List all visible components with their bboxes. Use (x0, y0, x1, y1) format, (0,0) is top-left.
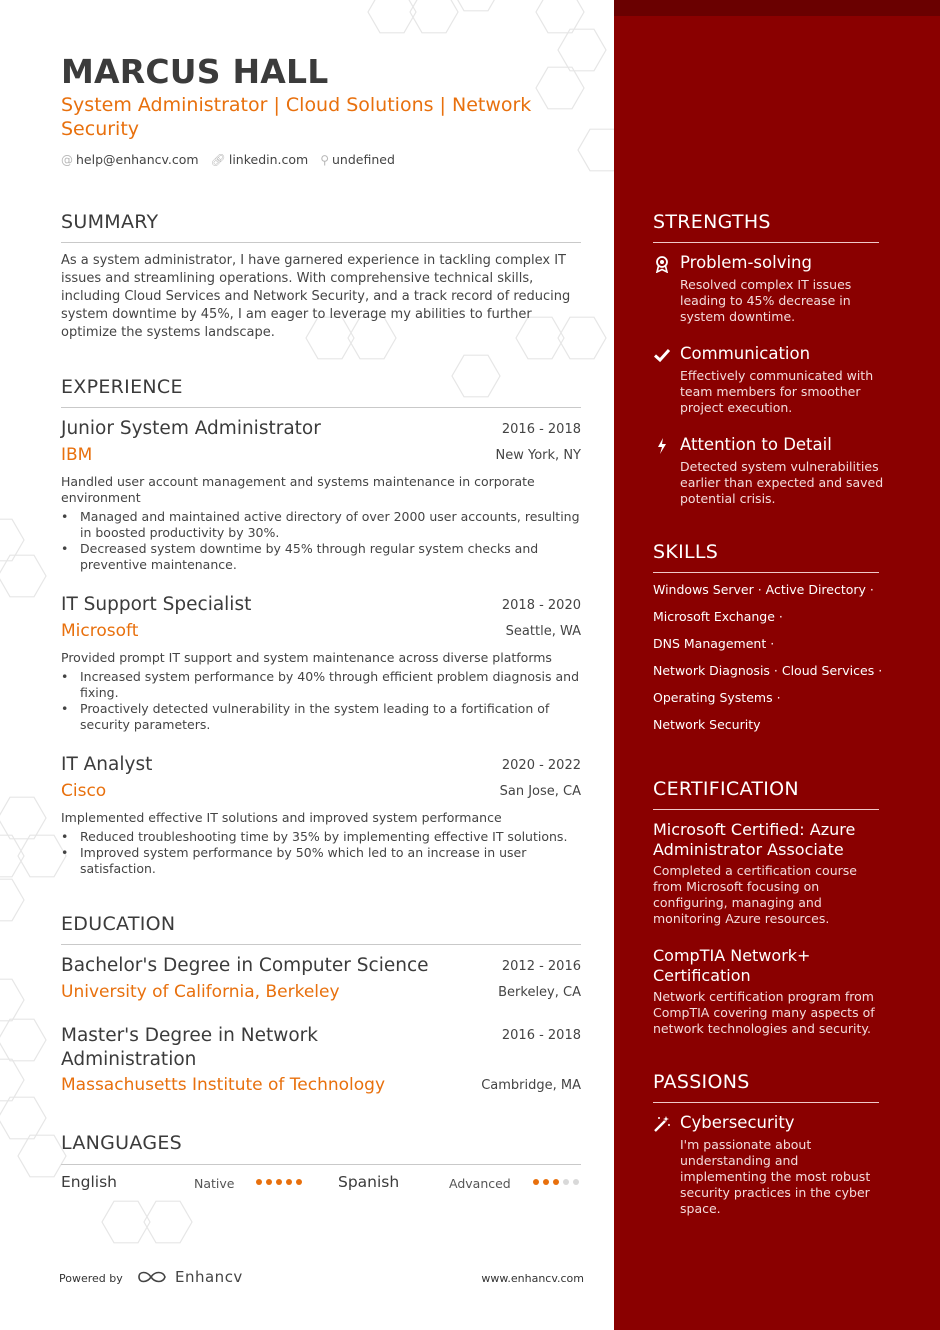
language-name: Spanish (338, 1173, 400, 1191)
experience-entry (61, 754, 581, 877)
hexagon-shape (0, 835, 24, 877)
sidebar-top-band (614, 0, 940, 16)
checkmark-icon (653, 346, 671, 364)
education-entry (61, 1024, 581, 1095)
rating-dot-filled (533, 1179, 539, 1185)
job-title: IT Analyst (61, 754, 153, 775)
strength-description: Detected system vulnerabilities earlier than expected and saved potential crisis. (680, 459, 884, 506)
company-name: IBM (61, 445, 93, 465)
certification-item (653, 820, 883, 927)
certification-description: Network certification program from CompTIA covering many aspects of network technologies and security. (653, 989, 875, 1036)
rating-dot-filled (296, 1179, 302, 1185)
section-title: STRENGTHS (653, 211, 771, 233)
school-name: Massachusetts Institute of Technology (61, 1075, 386, 1095)
strength-name: Communication (680, 344, 811, 363)
magic-wand-icon (653, 1115, 671, 1133)
list-item: • Proactively detected vulnerability in the system leading to a fortification of security parameters. (61, 701, 581, 733)
job-location: Seattle, WA (505, 624, 581, 639)
skill-line: Network Diagnosis · Cloud Services · (653, 663, 883, 678)
hexagon-shape (368, 0, 416, 33)
passion-description: I'm passionate about understanding and implementing the most robust security practices in the cyber space. (680, 1137, 871, 1216)
list-item: • Improved system performance by 50% which led to an increase in user satisfaction. (61, 845, 581, 877)
enhancv-logo-icon (137, 1269, 169, 1285)
job-bullets (61, 509, 581, 573)
strength-description: Effectively communicated with team members for smoother project execution. (680, 368, 874, 415)
skills-section (653, 541, 879, 573)
section-divider (653, 572, 879, 573)
certification-description: Completed a certification course from Microsoft focusing on configuring, managing and monitoring Azure resources. (653, 863, 857, 926)
job-bullets (61, 669, 581, 733)
job-dates: 2020 - 2022 (501, 758, 581, 773)
hexagon-shape (144, 1201, 192, 1243)
brand-name: Enhancv (175, 1268, 243, 1286)
school-location: Cambridge, MA (481, 1078, 581, 1093)
job-dates: 2016 - 2018 (501, 422, 581, 437)
experience-entry (61, 418, 581, 573)
section-title: PASSIONS (653, 1071, 750, 1093)
strength-description: Resolved complex IT issues leading to 45% decrease in system downtime. (680, 277, 852, 324)
summary-text: As a system administrator, I have garnered experience in tackling complex IT issues and streamlining operations. With comprehensive technical skills, including Cloud Services and Network Security, and a track record of reducing system downtime by 45%, I am eager to leverage my abilities to further optimize the systems landscape. (61, 253, 571, 340)
rating-dot-filled (256, 1179, 262, 1185)
hexagon-shape (0, 1059, 24, 1101)
section-divider (653, 809, 879, 810)
rating-dot-empty (573, 1179, 579, 1185)
strength-name: Attention to Detail (680, 435, 832, 454)
section-title: CERTIFICATION (653, 778, 799, 800)
list-item: • Reduced troubleshooting time by 35% by implementing effective IT solutions. (61, 829, 581, 845)
hexagon-shape (0, 1019, 46, 1061)
contact-linkedin[interactable]: 🔗︎ linkedin.com (210, 152, 309, 167)
skill-line: DNS Management · (653, 636, 775, 651)
rating-dot-filled (543, 1179, 549, 1185)
skill-line: Microsoft Exchange · (653, 609, 783, 624)
company-name: Microsoft (61, 621, 139, 641)
hexagon-shape (578, 129, 614, 171)
contact-location: ⚲ undefined (320, 152, 395, 167)
experience-section (61, 376, 581, 408)
rating-dot-filled (286, 1179, 292, 1185)
job-bullets (61, 829, 581, 877)
section-title: EDUCATION (61, 913, 176, 935)
section-divider (653, 242, 879, 243)
section-divider (61, 407, 581, 408)
section-divider (61, 242, 581, 243)
list-item: • Decreased system downtime by 45% through regular system checks and preventive maintenance. (61, 541, 581, 573)
powered-by-label: Powered by (59, 1272, 123, 1285)
languages-section (61, 1132, 581, 1154)
hexagon-shape (102, 1201, 150, 1243)
language-name: English (61, 1173, 117, 1191)
location-pin-icon: ⚲ (320, 152, 329, 167)
certification-name: CompTIA Network+ Certification (653, 946, 811, 985)
passion-name: Cybersecurity (680, 1113, 795, 1132)
languages-list (61, 1173, 581, 1193)
language-level: Advanced (449, 1176, 511, 1191)
education-entry (61, 955, 581, 1002)
skill-line: Network Security (653, 717, 761, 732)
education-dates: 2016 - 2018 (501, 1028, 581, 1043)
certification-name: Microsoft Certified: Azure Administrator Associate (653, 820, 856, 859)
rating-dot-filled (553, 1179, 559, 1185)
skill-line: Operating Systems · (653, 690, 781, 705)
summary-section (61, 211, 581, 243)
award-icon (653, 255, 671, 273)
skill-line: Windows Server · Active Directory · (653, 582, 874, 597)
section-divider (653, 1102, 879, 1103)
language-level: Native (194, 1176, 235, 1191)
hexagon-shape (18, 1135, 66, 1177)
degree-title: Bachelor's Degree in Computer Science (61, 955, 429, 976)
candidate-name: MARCUS HALL (61, 52, 329, 91)
hexagon-shape (0, 879, 24, 921)
footer (59, 1268, 584, 1290)
list-item: • Managed and maintained active directory of over 2000 user accounts, resulting in boosted productivity by 30%. (61, 509, 581, 541)
job-description: Provided prompt IT support and system maintenance across diverse platforms (61, 650, 552, 665)
section-divider (61, 944, 581, 945)
website-link[interactable]: www.enhancv.com (481, 1272, 584, 1285)
at-icon: @ (61, 152, 73, 167)
section-title: LANGUAGES (61, 1132, 183, 1154)
section-title: EXPERIENCE (61, 376, 183, 398)
language-rating (256, 1179, 302, 1185)
job-dates: 2018 - 2020 (501, 598, 581, 613)
passions-section (653, 1071, 879, 1103)
company-name: Cisco (61, 781, 107, 801)
hexagon-shape (0, 797, 46, 839)
hexagon-shape (0, 979, 24, 1021)
rating-dot-filled (266, 1179, 272, 1185)
hexagon-shape (452, 0, 500, 11)
hexagon-shape (536, 67, 584, 109)
rating-dot-filled (276, 1179, 282, 1185)
job-location: New York, NY (495, 448, 581, 463)
job-description: Handled user account management and systems maintenance in corporate environment (61, 474, 535, 505)
experience-entry (61, 594, 581, 733)
section-title: SUMMARY (61, 211, 159, 233)
job-title: Junior System Administrator (61, 418, 321, 439)
hexagon-shape (0, 1097, 46, 1139)
enhancv-logo[interactable] (137, 1268, 243, 1286)
section-divider (61, 1164, 581, 1165)
job-title: IT Support Specialist (61, 594, 252, 615)
education-dates: 2012 - 2016 (501, 959, 581, 974)
hexagon-shape (410, 0, 458, 33)
language-rating (533, 1179, 579, 1185)
strengths-section (653, 211, 879, 243)
strength-name: Problem-solving (680, 253, 812, 272)
job-description: Implemented effective IT solutions and improved system performance (61, 810, 502, 825)
school-name: University of California, Berkeley (61, 982, 340, 1002)
education-section (61, 913, 581, 945)
section-title: SKILLS (653, 541, 719, 563)
candidate-headline: System Administrator | Cloud Solutions | Network Security (61, 94, 532, 140)
hexagon-shape (536, 0, 584, 33)
job-location: San Jose, CA (499, 784, 581, 799)
school-location: Berkeley, CA (498, 985, 581, 1000)
hexagon-shape (558, 29, 606, 71)
sidebar (614, 0, 940, 1330)
link-icon: 🔗︎ (210, 152, 226, 167)
hexagon-shape (18, 835, 66, 877)
contact-email[interactable]: @ help@enhancv.com (61, 152, 199, 167)
list-item: • Increased system performance by 40% through efficient problem diagnosis and fixing. (61, 669, 581, 701)
certification-item (653, 946, 883, 1037)
hexagon-shape (0, 519, 24, 561)
hexagon-shape (0, 555, 46, 597)
degree-title: Master's Degree in Network Administration (61, 1025, 318, 1070)
certification-section (653, 778, 879, 810)
contact-bar (61, 152, 395, 167)
rating-dot-empty (563, 1179, 569, 1185)
lightning-icon (653, 437, 671, 455)
